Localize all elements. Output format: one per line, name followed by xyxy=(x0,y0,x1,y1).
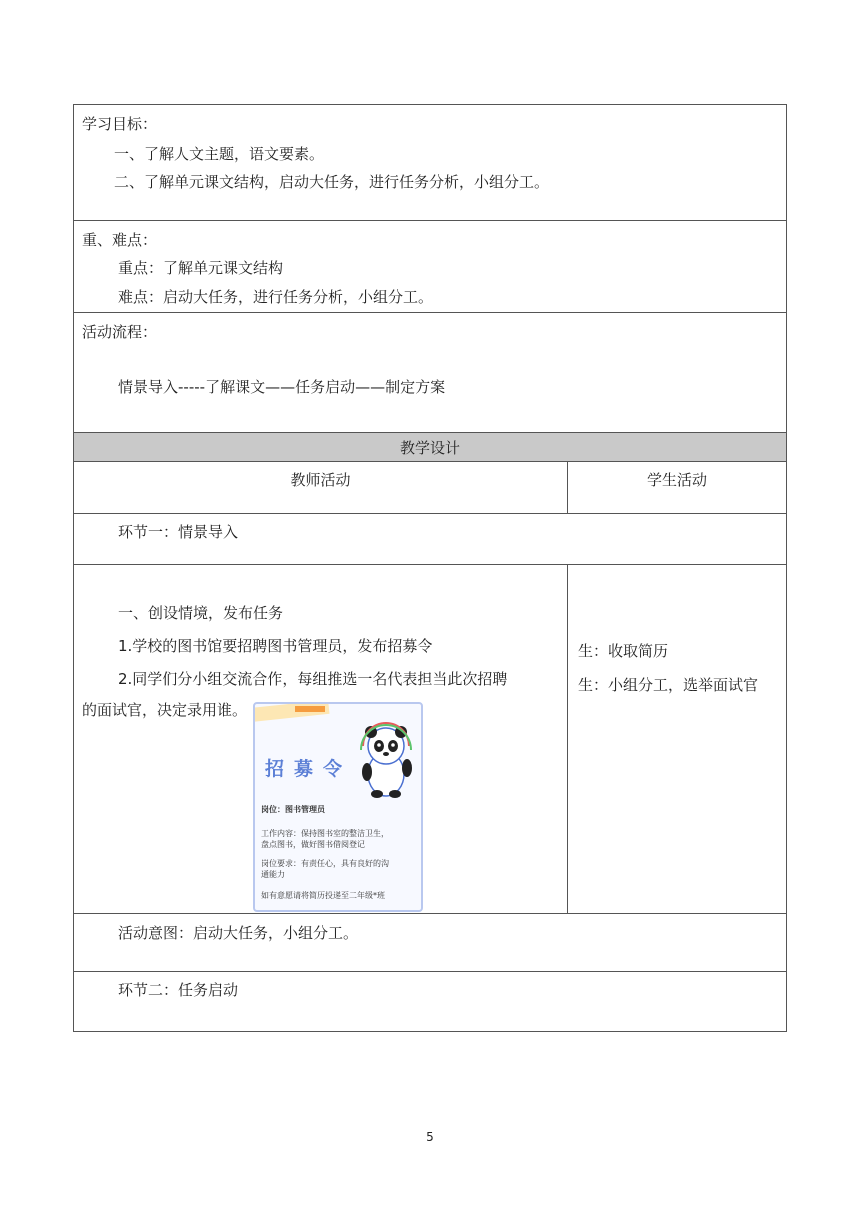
goal-item-1: 一、了解人文主题，语文要素。 xyxy=(114,145,325,163)
key-point: 重点：了解单元课文结构 xyxy=(118,259,284,277)
teacher-line-4: 的面试官，决定录用谁。 xyxy=(82,701,248,719)
teacher-activity-header xyxy=(73,461,568,514)
key-points-cell xyxy=(73,220,787,313)
student-activity-header xyxy=(567,461,787,514)
student-content-cell xyxy=(567,564,787,914)
learning-goals-title: 学习目标： xyxy=(82,115,158,133)
activity-intent-cell xyxy=(73,913,787,972)
poster-require-1: 岗位要求：有责任心，具有良好的沟 xyxy=(261,859,389,868)
student-line-1: 生：收取简历 xyxy=(578,642,669,660)
poster-apply: 如有意愿请将简历投递至二年级*班 xyxy=(261,891,385,900)
poster-tape-accent xyxy=(295,706,325,712)
poster-title: 招募令 xyxy=(265,758,353,780)
goal-item-2: 二、了解单元课文结构，启动大任务，进行任务分析，小组分工。 xyxy=(114,173,550,191)
activity-flow-text: 情景导入-----了解课文——任务启动——制定方案 xyxy=(118,378,446,396)
student-line-2: 生：小组分工，选举面试官 xyxy=(578,676,759,694)
teaching-design-title: 教学设计 xyxy=(399,439,460,457)
stage2-cell xyxy=(73,971,787,1032)
stage1-title: 环节一：情景导入 xyxy=(118,523,239,541)
poster-work-2: 盘点图书，做好图书借阅登记 xyxy=(261,840,365,849)
page-number: 5 xyxy=(426,1130,434,1144)
poster-position: 岗位：图书管理员 xyxy=(261,805,325,814)
key-points-title: 重、难点： xyxy=(82,231,158,249)
activity-flow-cell xyxy=(73,312,787,433)
panda-mascot-icon xyxy=(355,722,417,800)
teacher-activity-label: 教师活动 xyxy=(290,471,351,489)
stage1-cell xyxy=(73,513,787,565)
poster-require-2: 通能力 xyxy=(261,870,285,879)
recruitment-poster xyxy=(253,702,423,912)
difficult-point: 难点：启动大任务，进行任务分析，小组分工。 xyxy=(118,288,434,306)
learning-goals-cell xyxy=(73,104,787,221)
teacher-line-2: 1.学校的图书馆要招聘图书管理员，发布招募令 xyxy=(118,637,433,655)
activity-flow-title: 活动流程： xyxy=(82,323,158,341)
poster-work-1: 工作内容：保持图书室的整洁卫生， xyxy=(261,829,389,838)
teacher-line-1: 一、创设情境，发布任务 xyxy=(118,604,284,622)
activity-intent-text: 活动意图：启动大任务，小组分工。 xyxy=(118,924,359,942)
student-activity-label: 学生活动 xyxy=(646,471,707,489)
teacher-line-3: 2.同学们分小组交流合作，每组推选一名代表担当此次招聘 xyxy=(118,670,508,688)
stage2-title: 环节二：任务启动 xyxy=(118,981,239,999)
teaching-design-header xyxy=(73,432,787,462)
